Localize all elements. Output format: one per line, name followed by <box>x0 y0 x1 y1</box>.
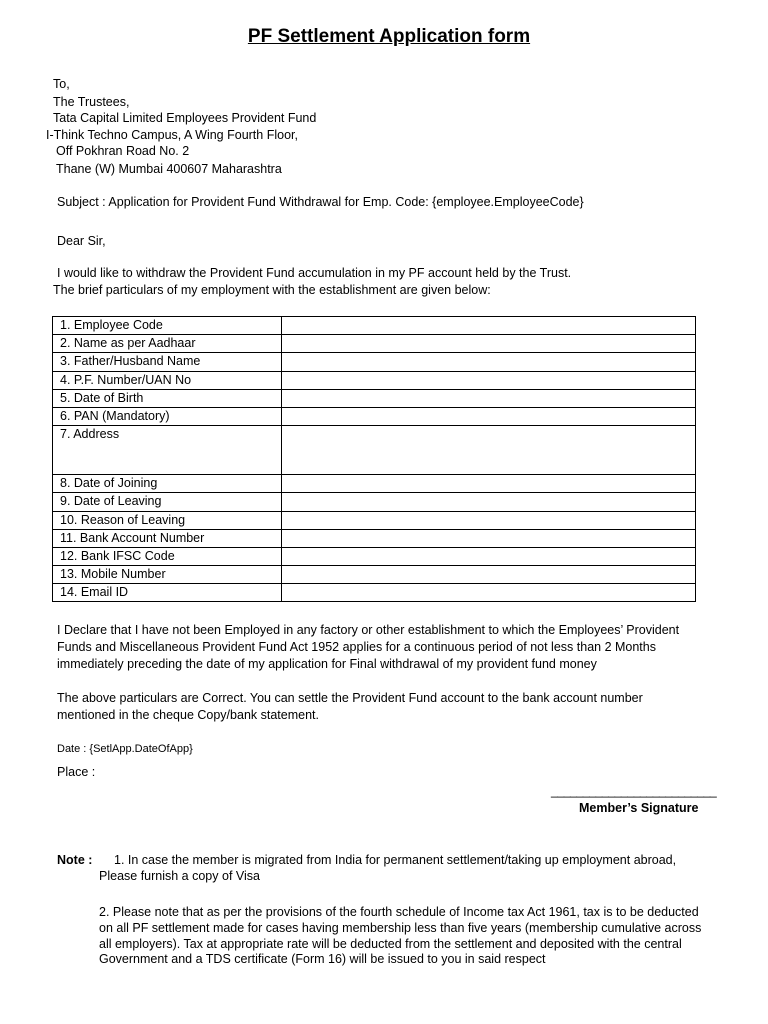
correctness-paragraph <box>57 690 643 724</box>
field-value-cell[interactable] <box>282 529 696 547</box>
signature-label: Member’s Signature <box>579 801 699 815</box>
note-item-1-line-1: 1. In case the member is migrated from India for permanent settlement/taking up employment abroad, <box>114 853 677 867</box>
field-label: 11. Bank Account Number <box>53 529 282 547</box>
field-label: 6. PAN (Mandatory) <box>53 407 282 425</box>
table-row <box>53 353 696 371</box>
declaration-line-3: immediately preceding the date of my application for Final withdrawal of my provident fund money <box>57 656 597 671</box>
field-label: 2. Name as per Aadhaar <box>53 335 282 353</box>
field-label: 12. Bank IFSC Code <box>53 547 282 565</box>
page-title: PF Settlement Application form <box>247 26 531 47</box>
correctness-line-1: The above particulars are Correct. You can settle the Provident Fund account to the bank account number <box>57 691 643 705</box>
field-value-cell[interactable] <box>282 547 696 565</box>
note-item-1-line-2: Please furnish a copy of Visa <box>99 869 260 883</box>
subject-line: Subject : Application for Provident Fund Withdrawal for Emp. Code: {employee.EmployeeCode} <box>57 195 584 209</box>
table-row <box>53 317 696 335</box>
particulars-table <box>52 316 696 602</box>
field-label: 5. Date of Birth <box>53 389 282 407</box>
intro-line-2: The brief particulars of my employment with the establishment are given below: <box>53 283 491 297</box>
field-label: 4. P.F. Number/UAN No <box>53 371 282 389</box>
table-row <box>53 566 696 584</box>
table-row <box>53 475 696 493</box>
address-line-2: Tata Capital Limited Employees Provident Fund <box>53 111 317 125</box>
address-line-4: Off Pokhran Road No. 2 <box>56 144 190 158</box>
declaration-line-2: Funds and Miscellaneous Provident Fund Act 1952 applies for a continuous period of not less than 2 Months <box>57 639 656 654</box>
intro-line-1: I would like to withdraw the Provident Fund accumulation in my PF account held by the Trust. <box>57 266 572 280</box>
field-label: 10. Reason of Leaving <box>53 511 282 529</box>
note-item-1 <box>99 852 676 884</box>
field-label: 1. Employee Code <box>53 317 282 335</box>
address-line-5: Thane (W) Mumbai 400607 Maharashtra <box>56 162 282 176</box>
field-value-cell[interactable] <box>282 353 696 371</box>
field-value-cell[interactable] <box>282 389 696 407</box>
field-label: 14. Email ID <box>53 584 282 602</box>
declaration-paragraph <box>57 622 679 672</box>
date-label: Date : {SetlApp.DateOfApp} <box>57 743 193 755</box>
table-row <box>53 529 696 547</box>
note-item-2-line-2: on all PF settlement made for cases having membership less than five years (membership cumulative across <box>99 920 702 935</box>
address-line-1: The Trustees, <box>53 95 130 109</box>
note-item-2-line-1: 2. Please note that as per the provisions of the fourth schedule of Income tax Act 1961, tax is to be deducted <box>99 905 699 919</box>
correctness-line-2: mentioned in the cheque Copy/bank statement. <box>57 707 319 722</box>
field-label: 13. Mobile Number <box>53 566 282 584</box>
note-label: Note : <box>57 853 93 867</box>
salutation: Dear Sir, <box>57 234 106 248</box>
address-to: To, <box>53 77 70 91</box>
field-value-cell[interactable] <box>282 407 696 425</box>
note-item-2-line-4: Government and a TDS certificate (Form 16) will be issued to you in said respect <box>99 952 546 967</box>
field-value-cell[interactable] <box>282 335 696 353</box>
field-value-cell[interactable] <box>282 566 696 584</box>
table-row <box>53 335 696 353</box>
field-label: 9. Date of Leaving <box>53 493 282 511</box>
table-row <box>53 547 696 565</box>
field-value-cell[interactable] <box>282 584 696 602</box>
field-value-cell[interactable] <box>282 426 696 475</box>
table-row <box>53 426 696 475</box>
field-value-cell[interactable] <box>282 511 696 529</box>
address-line-3: I-Think Techno Campus, A Wing Fourth Floor, <box>46 128 298 142</box>
field-label: 3. Father/Husband Name <box>53 353 282 371</box>
table-row <box>53 389 696 407</box>
field-value-cell[interactable] <box>282 317 696 335</box>
table-row <box>53 371 696 389</box>
table-row <box>53 511 696 529</box>
table-row <box>53 493 696 511</box>
field-label: 8. Date of Joining <box>53 475 282 493</box>
place-label: Place : <box>57 765 96 779</box>
field-value-cell[interactable] <box>282 493 696 511</box>
table-row <box>53 407 696 425</box>
signature-line: __________________________ <box>551 784 717 798</box>
table-row <box>53 584 696 602</box>
field-label: 7. Address <box>53 426 282 475</box>
note-item-2 <box>99 905 701 968</box>
field-value-cell[interactable] <box>282 371 696 389</box>
declaration-line-1: I Declare that I have not been Employed in any factory or other establishment to which the Employees’ Provident <box>57 623 680 637</box>
note-item-2-line-3: all employers). Tax at appropriate rate will be deducted from the settlement and deposited with the central <box>99 936 682 951</box>
field-value-cell[interactable] <box>282 475 696 493</box>
